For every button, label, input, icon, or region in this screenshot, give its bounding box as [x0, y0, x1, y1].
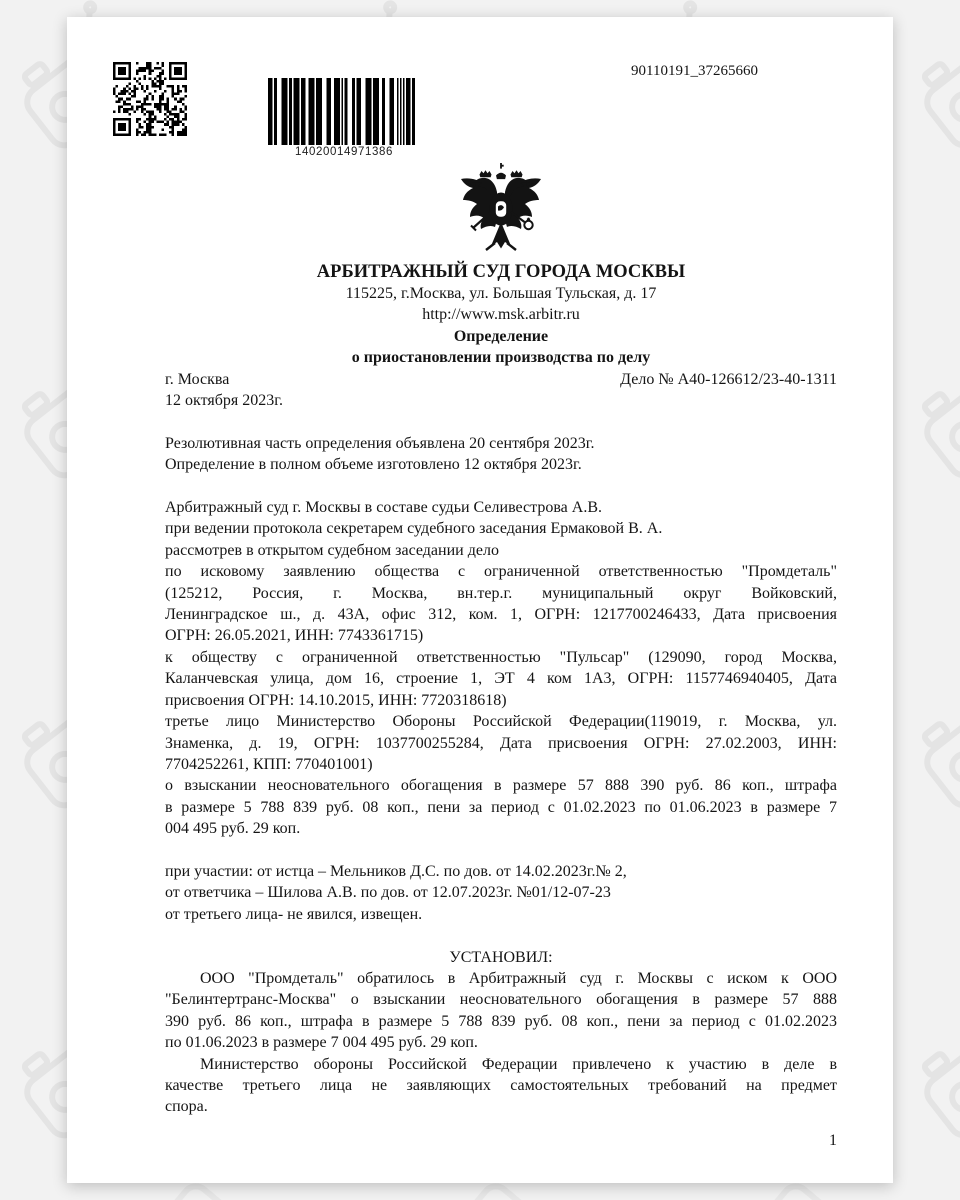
case-number: Дело № А40-126612/23-40-1311 [620, 370, 837, 388]
body-line: ООО "Промдеталь" обратилось в Арбитражный суд г. Москвы с иском к ООО [200, 969, 837, 987]
body-line: о взыскании неосновательного обогащения в размере 57 888 390 руб. 86 коп., штрафа [165, 777, 837, 795]
body-line: в размере 5 788 839 руб. 08 коп., пени за период с 01.02.2023 по 01.06.2023 в размере 7 [165, 798, 837, 816]
body-line: Резолютивная часть определения объявлена 20 сентября 2023г. [165, 434, 595, 452]
document-type: Определение [453, 327, 549, 345]
document-content [165, 17, 837, 1151]
body-line: от третьего лица- не явился, извещен. [165, 905, 423, 923]
body-line: Знаменка, д. 19, ОГРН: 1037700255284, Дата присвоения ОГРН: 27.02.2003, ИНН: [165, 734, 837, 752]
court-website: http://www.msk.arbitr.ru [422, 306, 580, 324]
court-name: АРБИТРАЖНЫЙ СУД ГОРОДА МОСКВЫ [316, 262, 686, 282]
body-line: Определение в полном объеме изготовлено 12 октября 2023г. [165, 456, 582, 474]
document-page [67, 17, 893, 1183]
body-line: рассмотрев в открытом судебном заседании дело [165, 541, 499, 559]
body-line: 7704252261, КПП: 770401001) [165, 755, 373, 773]
body-line: при ведении протокола секретарем судебного заседания Ермаковой В. А. [165, 520, 663, 538]
body-line: спора. [165, 1098, 208, 1116]
body-line: качестве третьего лица не заявляющих самостоятельных требований на предмет [165, 1076, 837, 1094]
document-id: 90110191_37265660 [631, 63, 758, 79]
body-line: "Белинтертранс-Москва" о взыскании неосновательного обогащения в размере 57 888 [165, 991, 837, 1009]
document-date: 12 октября 2023г. [165, 392, 283, 410]
body-line: Арбитражный суд г. Москвы в составе судьи Селивестрова А.В. [165, 499, 602, 517]
ruling-heading: УСТАНОВИЛ: [449, 948, 553, 966]
body-line: (125212, Россия, г. Москва, вн.тер.г. муниципальный округ Войковский, [165, 584, 837, 602]
city-case-row [165, 369, 837, 390]
body-line: Ленинградское ш., д. 43А, офис 312, ком. 1, ОГРН: 1217700246433, Дата присвоения [165, 606, 837, 624]
city: г. Москва [165, 370, 230, 388]
page-number: 1 [829, 1131, 837, 1149]
body-line: к обществу с ограниченной ответственностью "Пульсар" (129090, город Москва, [165, 648, 837, 666]
court-address: 115225, г.Москва, ул. Большая Тульская, д. 17 [345, 285, 657, 302]
body-line: ОГРН: 26.05.2021, ИНН: 7743361715) [165, 627, 424, 645]
body-line: от ответчика – Шилова А.В. по дов. от 12.07.2023г. №01/12-07-23 [165, 884, 611, 902]
body-line: третье лицо Министерство Обороны Российской Федерации(119019, г. Москва, ул. [165, 713, 837, 731]
barcode-number: 14020014971386 [295, 146, 393, 158]
body-line: по исковому заявлению общества с ограниченной ответственностью "Промдеталь" [165, 563, 837, 581]
body-line: 004 495 руб. 29 коп. [165, 820, 301, 838]
body-line: Министерство обороны Российской Федерации привлечено к участию в деле в [200, 1055, 837, 1073]
body-line: Каланчевская улица, дом 16, строение 1, ЭТ 4 ком 1А3, ОГРН: 1157746940405, Дата [165, 670, 837, 688]
body-line: 390 руб. 86 коп., штрафа в размере 5 788 839 руб. 08 коп., пени за период с 01.02.2023 [165, 1012, 837, 1030]
coat-of-arms-icon [165, 162, 837, 253]
body-line: при участии: от истца – Мельников Д.С. по дов. от 14.02.2023г.№ 2, [165, 862, 627, 880]
body-line: присвоения ОГРН: 14.10.2015, ИНН: 7720318618) [165, 691, 507, 709]
document-subject: о приостановлении производства по делу [351, 349, 651, 367]
body-line: по 01.06.2023 в размере 7 004 495 руб. 29 коп. [165, 1034, 478, 1052]
